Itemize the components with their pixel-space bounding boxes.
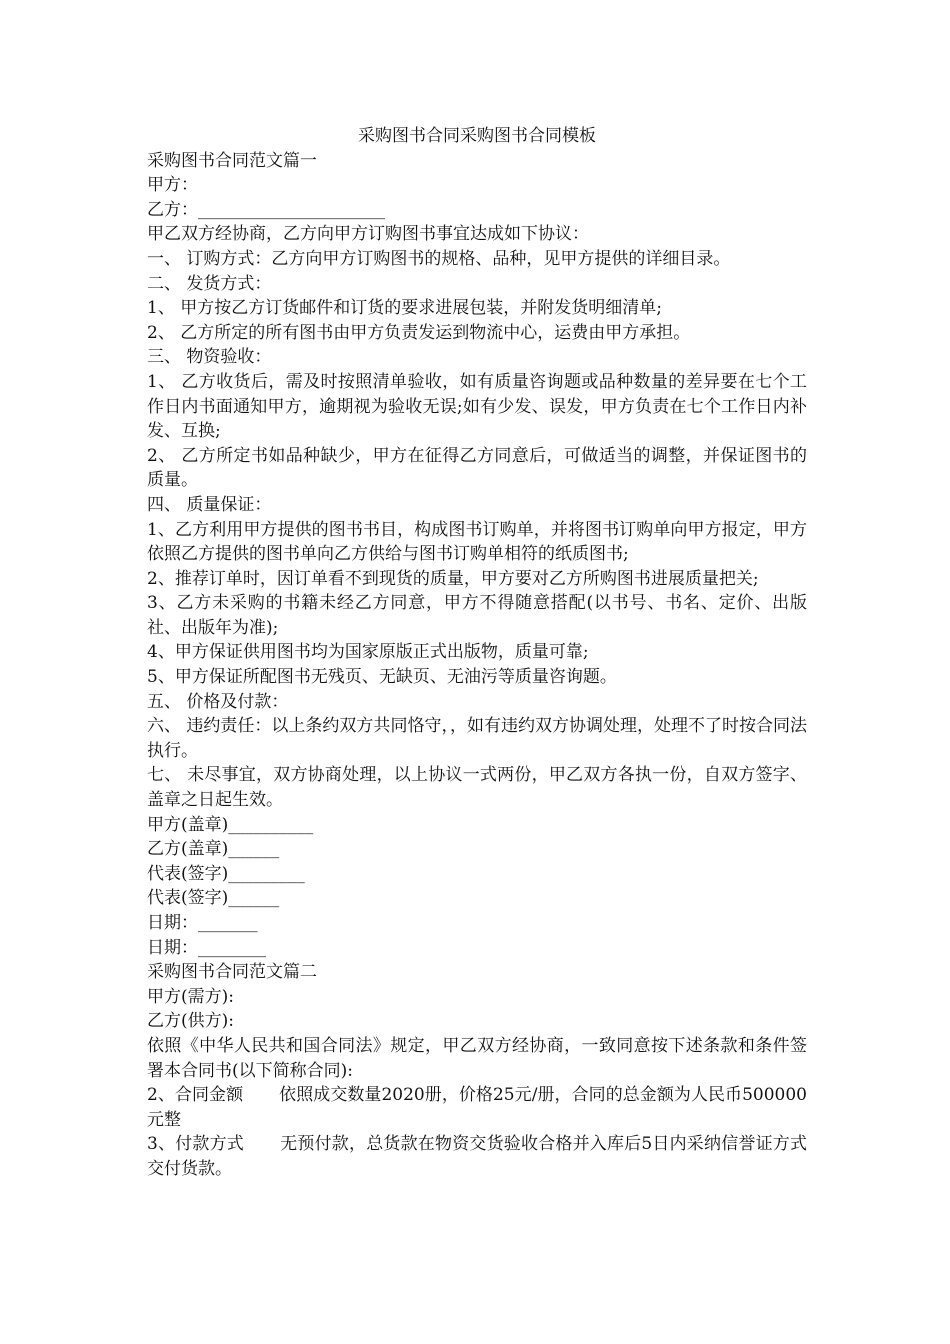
clause-inspection-item-2: 2、 乙方所定书如品种缺少，甲方在征得乙方同意后，可做适当的调整，并保证图书的质量。	[147, 445, 807, 491]
agreement-intro: 甲乙双方经协商，乙方向甲方订购图书事宜达成如下协议：	[147, 224, 589, 245]
party-a-line: 甲方：	[147, 175, 198, 196]
party-b-line: 乙方：______________________	[147, 199, 385, 220]
clause-quality-item-5: 5、甲方保证所配图书无残页、无缺页、无油污等质量咨询题。	[147, 667, 617, 688]
section-heading-part-two: 采购图书合同范文篇二	[147, 962, 317, 983]
supplier-line: 乙方(供方):	[147, 1011, 234, 1032]
clause-payment-method-label: 3、付款方式	[147, 1134, 245, 1155]
clause-payment-method-text: 无预付款，总货款在物资交货验收合格并入库后5日内采纳信誉证方式交付货款。	[147, 1134, 807, 1179]
clause-quality-heading: 四、 质量保证：	[147, 494, 272, 515]
clause-quality-item-1: 1、乙方利用甲方提供的图书书目，构成图书订购单，并将图书订购单向甲方报定，甲方依照乙方提供的图书单向乙方供给与图书订购单相符的纸质图书;	[147, 519, 807, 565]
clause-quality-item-2: 2、推荐订单时，因订单看不到现货的质量，甲方要对乙方所购图书进展质量把关;	[147, 568, 759, 589]
clause-delivery-heading: 二、 发货方式：	[147, 273, 272, 294]
contract-law-intro: 依照《中华人民共和国合同法》规定，甲乙双方经协商，一致同意按下述条款和条件签署本合同书(以下简称合同):	[147, 1035, 807, 1081]
clause-inspection-heading: 三、 物资验收：	[147, 347, 272, 368]
clause-contract-amount-text: 依照成交数量2020册，价格25元/册，合同的总金额为人民币500000元整	[147, 1085, 807, 1130]
document-body	[147, 124, 807, 1182]
clause-delivery-item-2: 2、 乙方所定的所有图书由甲方负责发运到物流中心，运费由甲方承担。	[147, 322, 691, 343]
clause-liability: 六、 违约责任：以上条约双方共同恪守，，如有违约双方协调处理，处理不了时按合同法执行。	[147, 716, 807, 761]
clause-inspection-item-1: 1、 乙方收货后，需及时按照清单验收，如有质量咨询题或品种数量的差异要在七个工作日内书面通知甲方，逾期视为验收无误;如有少发、误发，甲方负责在七个工作日内补发、互换;	[147, 371, 807, 442]
signature-representative-2: 代表(签字)______	[147, 888, 280, 909]
signature-party-b-seal: 乙方(盖章)______	[147, 839, 280, 860]
clause-order-method: 一、 订购方式：乙方向甲方订购图书的规格、品种，见甲方提供的详细目录。	[147, 248, 731, 269]
signature-representative-1: 代表(签字)_________	[147, 863, 305, 884]
clause-delivery-item-1: 1、 甲方按乙方订货邮件和订货的要求进展包装，并附发货明细清单;	[147, 298, 662, 319]
clause-contract-amount	[147, 1083, 807, 1132]
clause-quality-item-3: 3、乙方未采购的书籍未经乙方同意，甲方不得随意搭配(以书号、书名、定价、出版社、出版年为准);	[147, 593, 807, 638]
clause-misc: 七、 未尽事宜，双方协商处理，以上协议一式两份，甲乙双方各执一份，自双方签字、盖章之日起生效。	[147, 765, 807, 811]
signature-date-1: 日期：_______	[147, 913, 258, 933]
document-title: 采购图书合同采购图书合同模板	[358, 126, 596, 146]
clause-price-heading: 五、 价格及付款：	[147, 691, 289, 712]
buyer-line: 甲方(需方):	[147, 986, 234, 1007]
clause-contract-amount-label: 2、合同金额	[147, 1085, 244, 1106]
section-heading-part-one: 采购图书合同范文篇一	[147, 150, 317, 171]
signature-party-a-seal: 甲方(盖章)__________	[147, 814, 314, 835]
clause-quality-item-4: 4、甲方保证供用图书均为国家原版正式出版物，质量可靠;	[147, 642, 589, 663]
signature-date-2: 日期：________	[147, 937, 266, 958]
clause-payment-method	[147, 1132, 807, 1181]
